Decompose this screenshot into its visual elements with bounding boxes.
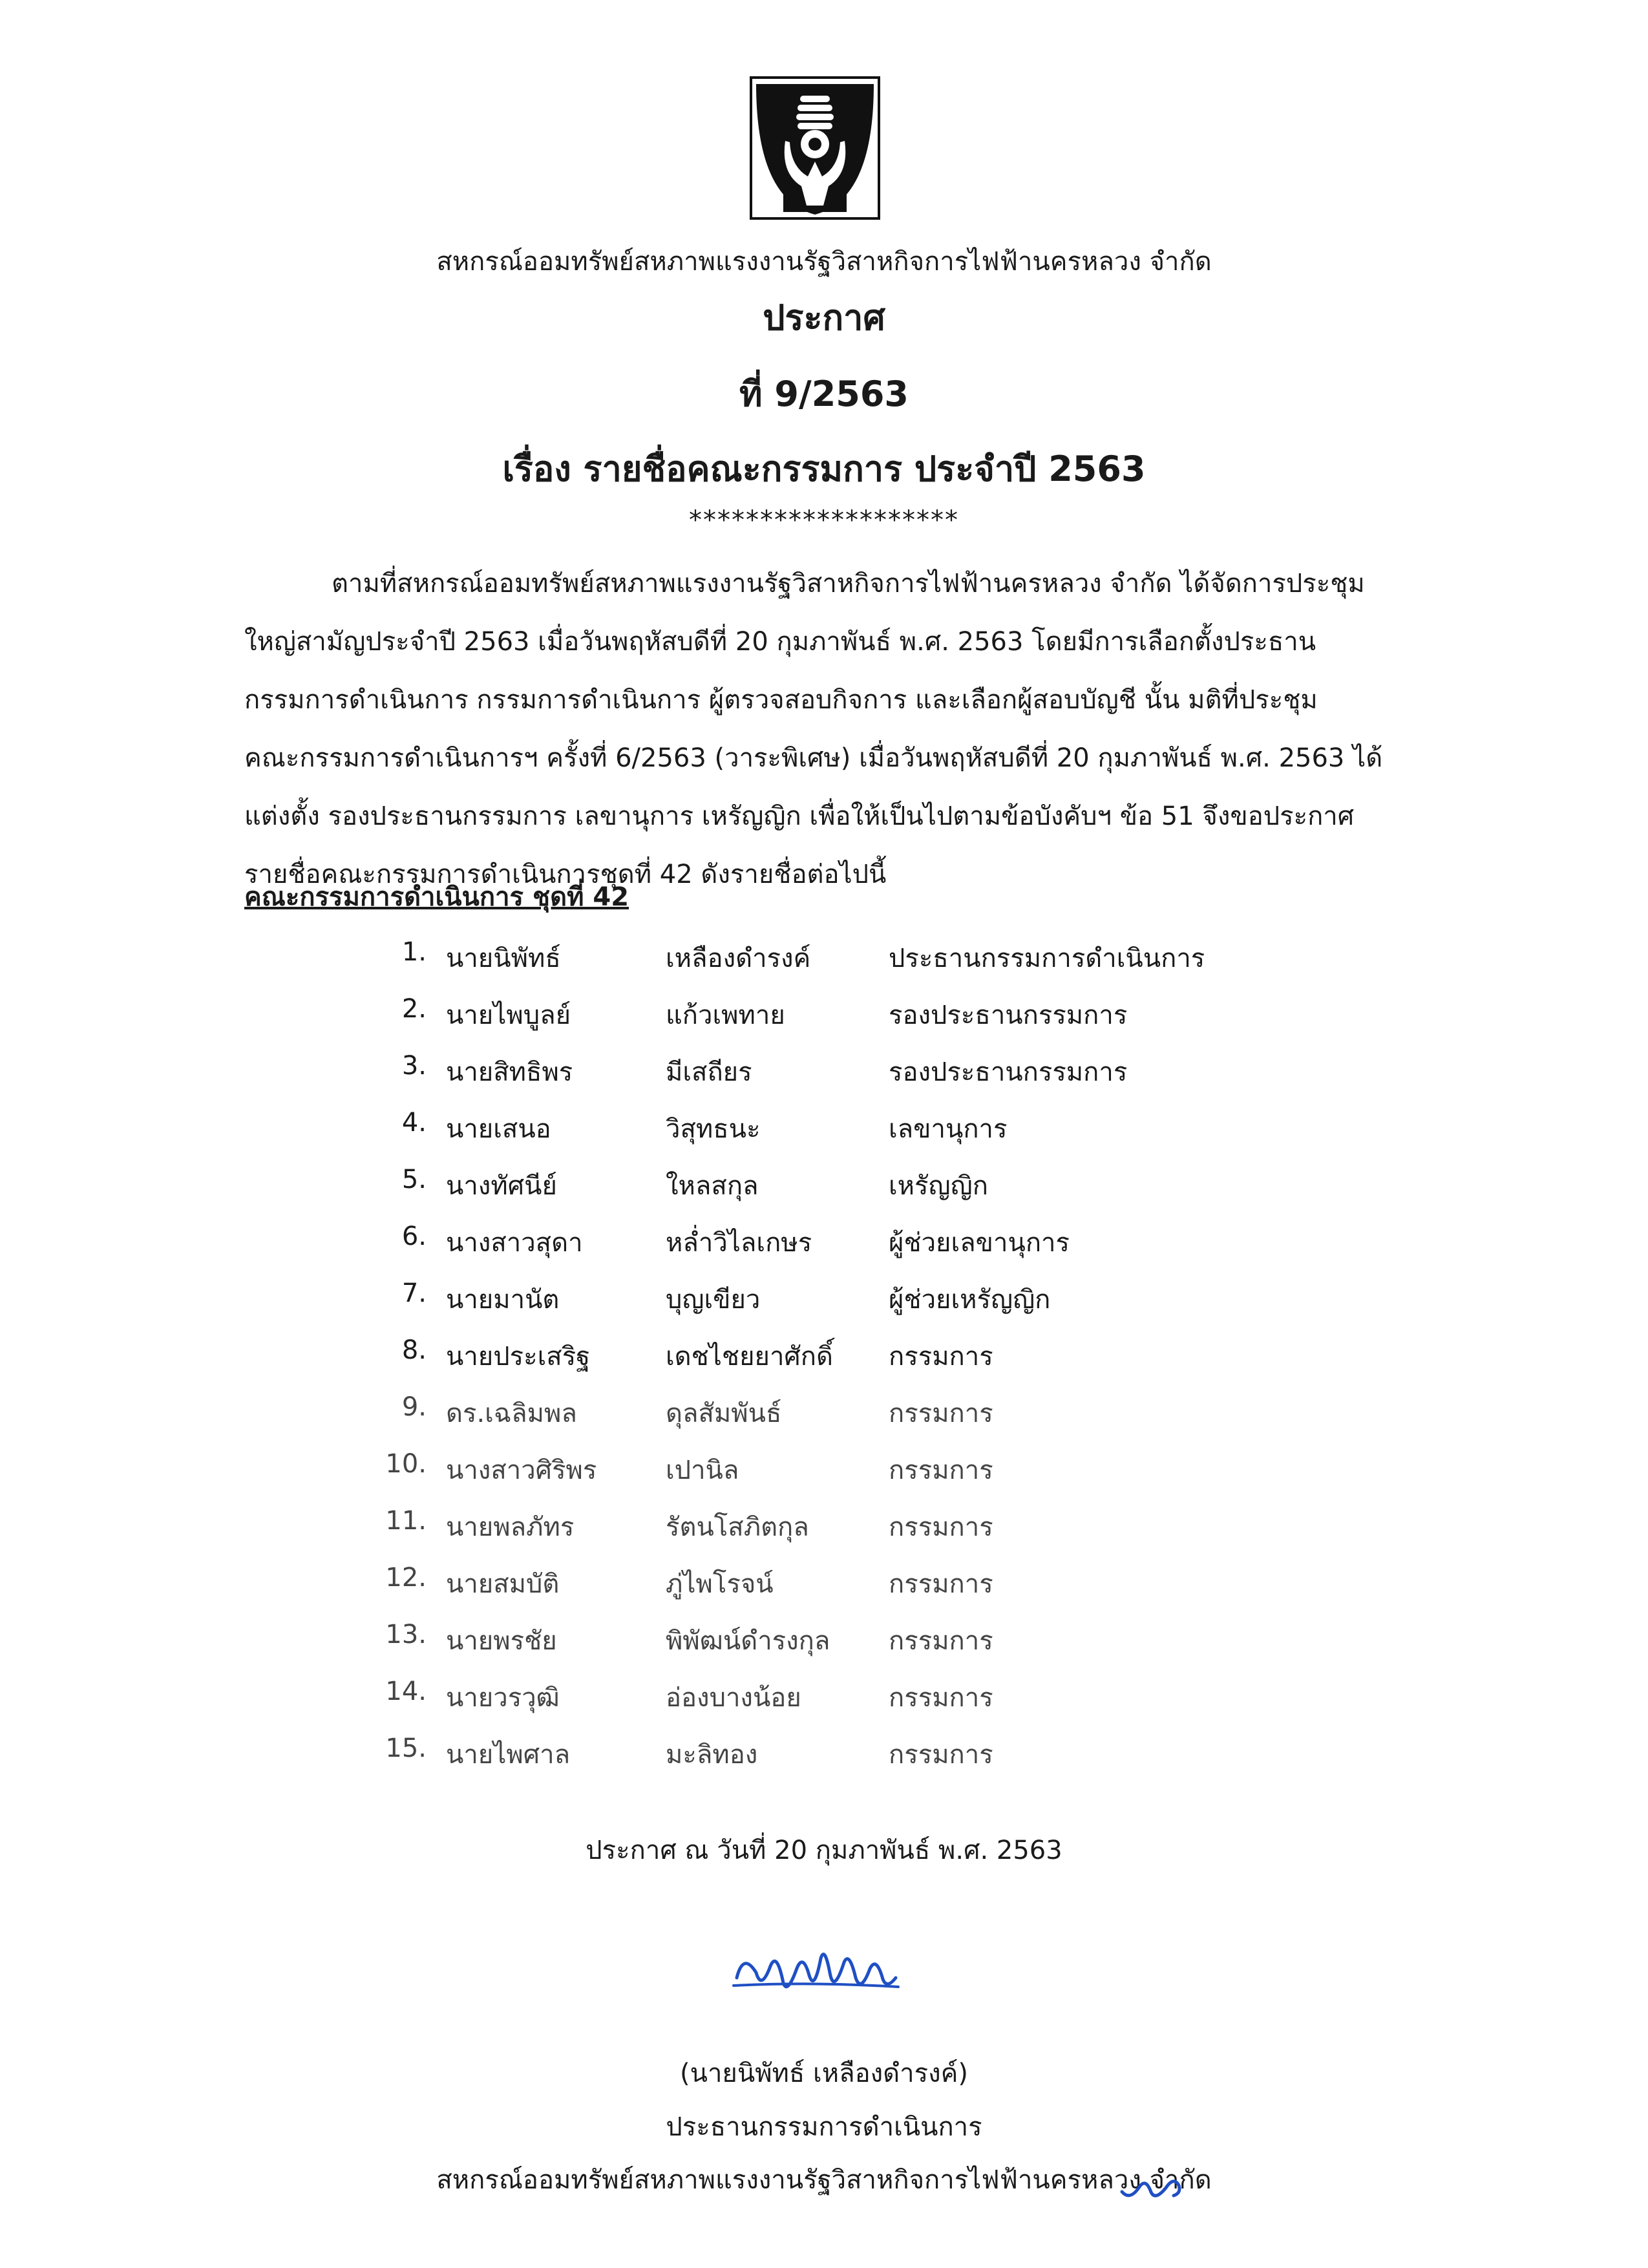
member-number: 13. — [385, 1620, 427, 1649]
signer-title: ประธานกรรมการดำเนินการ — [666, 2112, 982, 2142]
member-last-name: ภู่ไพโรจน์ — [666, 1569, 774, 1599]
member-first-name: นายประเสริฐ — [446, 1342, 591, 1372]
body-line: ใหญ่สามัญประจำปี 2563 เมื่อวันพฤหัสบดีที่ 20 กุมภาพันธ์ พ.ศ. 2563 โดยมีการเลือกตั้งประธาน — [244, 627, 1316, 657]
committee-member-row — [0, 1278, 1648, 1335]
announcement-subject: เรื่อง รายชื่อคณะกรรมการ ประจำปี 2563 — [502, 449, 1146, 489]
member-number: 3. — [401, 1051, 427, 1081]
member-first-name: นายวรวุฒิ — [446, 1683, 560, 1713]
member-number: 1. — [401, 937, 427, 967]
committee-member-row — [0, 1506, 1648, 1563]
committee-member-row — [0, 1620, 1648, 1677]
member-number: 8. — [401, 1335, 427, 1365]
handwritten-initial — [1117, 2162, 1194, 2207]
signer-organization: สหกรณ์ออมทรัพย์สหภาพแรงงานรัฐวิสาหกิจการไฟฟ้านครหลวง จำกัด — [436, 2165, 1212, 2195]
member-last-name: ดุลสัมพันธ์ — [666, 1399, 782, 1428]
member-number: 7. — [401, 1278, 427, 1308]
handwritten-signature — [724, 1933, 918, 2010]
member-first-name: นายเสนอ — [446, 1114, 551, 1144]
member-number: 14. — [385, 1677, 427, 1706]
committee-member-row — [0, 1108, 1648, 1165]
committee-heading: คณะกรรมการดำเนินการ ชุดที่ 42 — [244, 882, 629, 912]
member-last-name: เปานิล — [666, 1456, 739, 1485]
member-last-name: พิพัฒน์ดำรงกุล — [666, 1626, 830, 1656]
member-last-name: มะลิทอง — [666, 1740, 758, 1770]
member-number: 10. — [385, 1449, 427, 1479]
org-name: สหกรณ์ออมทรัพย์สหภาพแรงงานรัฐวิสาหกิจการไฟฟ้านครหลวง จำกัด — [436, 247, 1212, 277]
committee-member-row — [0, 1165, 1648, 1222]
member-position: ผู้ช่วยเหรัญญิก — [889, 1285, 1051, 1315]
committee-member-row — [0, 1222, 1648, 1278]
member-first-name: ดร.เฉลิมพล — [446, 1399, 577, 1428]
member-first-name: นายสมบัติ — [446, 1569, 560, 1599]
member-position: รองประธานกรรมการ — [889, 1001, 1128, 1030]
member-position: ประธานกรรมการดำเนินการ — [889, 944, 1205, 973]
cooperative-logo — [750, 76, 880, 220]
member-first-name: นางสาวศิริพร — [446, 1456, 597, 1485]
member-position: กรรมการ — [889, 1456, 993, 1485]
member-last-name: วิสุทธนะ — [666, 1114, 761, 1144]
member-number: 11. — [385, 1506, 427, 1536]
committee-member-row — [0, 1051, 1648, 1108]
announcement-title: ประกาศ — [763, 297, 885, 338]
member-number: 5. — [401, 1165, 427, 1194]
signer-name: (นายนิพัทธ์ เหลืองดำรงค์) — [680, 2059, 968, 2088]
member-number: 6. — [401, 1222, 427, 1251]
body-line: กรรมการดำเนินการ กรรมการดำเนินการ ผู้ตรวจสอบกิจการ และเลือกผู้สอบบัญชี นั้น มติที่ประชุม — [244, 685, 1318, 715]
member-first-name: นายไพบูลย์ — [446, 1001, 571, 1030]
member-first-name: นางทัศนีย์ — [446, 1171, 557, 1201]
member-first-name: นายไพศาล — [446, 1740, 571, 1770]
member-number: 2. — [401, 994, 427, 1024]
member-position: กรรมการ — [889, 1342, 993, 1372]
committee-member-row — [0, 1733, 1648, 1790]
member-last-name: เดชไชยยาศักดิ์ — [666, 1342, 833, 1372]
member-first-name: นายนิพัทธ์ — [446, 944, 561, 973]
member-first-name: นายพลภัทร — [446, 1512, 575, 1542]
member-last-name: รัตนโสภิตกุล — [666, 1512, 809, 1542]
committee-member-row — [0, 1449, 1648, 1506]
member-position: กรรมการ — [889, 1569, 993, 1599]
member-last-name: ใหลสกุล — [666, 1171, 759, 1201]
member-number: 4. — [401, 1108, 427, 1138]
member-last-name: อ่องบางน้อย — [666, 1683, 801, 1713]
member-position: กรรมการ — [889, 1626, 993, 1656]
member-position: กรรมการ — [889, 1683, 993, 1713]
committee-member-row — [0, 1563, 1648, 1620]
member-first-name: นายมานัต — [446, 1285, 560, 1315]
committee-member-row — [0, 1677, 1648, 1733]
member-last-name: แก้วเพทาย — [666, 1001, 785, 1030]
member-last-name: เหลืองดำรงค์ — [666, 944, 811, 973]
member-position: กรรมการ — [889, 1399, 993, 1428]
member-last-name: มีเสถียร — [666, 1057, 752, 1087]
body-line: คณะกรรมการดำเนินการฯ ครั้งที่ 6/2563 (วาระพิเศษ) เมื่อวันพฤหัสบดีที่ 20 กุมภาพันธ์ พ.ศ. 2563 ได้ — [244, 743, 1383, 773]
announcement-number: ที่ 9/2563 — [739, 374, 909, 414]
member-position: เหรัญญิก — [889, 1171, 988, 1201]
member-position: ผู้ช่วยเลขานุการ — [889, 1228, 1070, 1258]
body-line: รายชื่อคณะกรรมการดำเนินการชุดที่ 42 ดังรายชื่อต่อไปนี้ — [244, 860, 887, 889]
member-position: กรรมการ — [889, 1512, 993, 1542]
committee-member-row — [0, 994, 1648, 1051]
member-position: เลขานุการ — [889, 1114, 1008, 1144]
separator-stars: ******************* — [689, 505, 959, 535]
member-position: รองประธานกรรมการ — [889, 1057, 1128, 1087]
member-number: 15. — [385, 1733, 427, 1763]
member-position: กรรมการ — [889, 1740, 993, 1770]
committee-member-row — [0, 1392, 1648, 1449]
member-last-name: หล่ำวิไลเกษร — [666, 1228, 812, 1258]
committee-member-row — [0, 1335, 1648, 1392]
member-first-name: นายพรชัย — [446, 1626, 557, 1656]
member-number: 12. — [385, 1563, 427, 1593]
member-first-name: นายสิทธิพร — [446, 1057, 573, 1087]
member-first-name: นางสาวสุดา — [446, 1228, 583, 1258]
body-line: ตามที่สหกรณ์ออมทรัพย์สหภาพแรงงานรัฐวิสาหกิจการไฟฟ้านครหลวง จำกัด ได้จัดการประชุม — [332, 569, 1365, 599]
member-number: 9. — [401, 1392, 427, 1422]
body-line: แต่งตั้ง รองประธานกรรมการ เลขานุการ เหรัญญิก เพื่อให้เป็นไปตามข้อบังคับฯ ข้อ 51 จึงขอประกาศ — [244, 801, 1355, 831]
member-last-name: บุญเขียว — [666, 1285, 761, 1315]
announcement-body — [244, 555, 1382, 904]
announcement-date: ประกาศ ณ วันที่ 20 กุมภาพันธ์ พ.ศ. 2563 — [586, 1836, 1062, 1865]
committee-member-row — [0, 937, 1648, 994]
